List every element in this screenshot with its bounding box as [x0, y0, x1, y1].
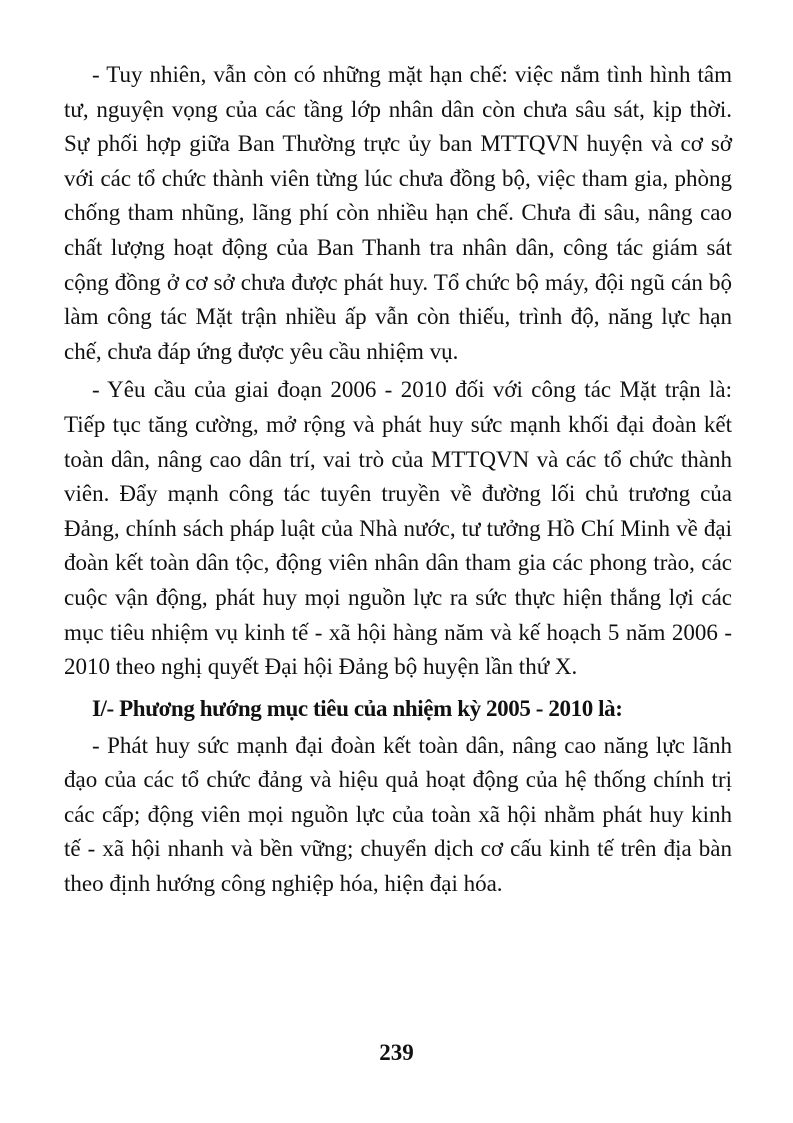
paragraph-limitations: - Tuy nhiên, vẫn còn có những mặt hạn chế: việc nắm tình hình tâm tư, nguyện vọng của các tầng lớp nhân dân còn chưa sâu sát, kịp thời. Sự phối hợp giữa Ban Thường trực ủy ban MTTQVN huyện và cơ sở với các tổ chức thành viên từng lúc chưa đồng bộ, việc tham gia, phòng chống tham nhũng, lãng phí còn nhiều hạn chế. Chưa đi sâu, nâng cao chất lượng hoạt động của Ban Thanh tra nhân dân, công tác giám sát cộng đồng ở cơ sở chưa được phát huy. Tổ chức bộ máy, đội ngũ cán bộ làm công tác Mặt trận nhiều ấp vẫn còn thiếu, trình độ, năng lực hạn chế, chưa đáp ứng được yêu cầu nhiệm vụ. — [64, 62, 732, 364]
paragraph-objectives: - Phát huy sức mạnh đại đoàn kết toàn dân, nâng cao năng lực lãnh đạo của các tổ chức đảng và hiệu quả hoạt động của hệ thống chính trị các cấp; động viên mọi nguồn lực của toàn xã hội nhằm phát huy kinh tế - xã hội nhanh và bền vững; chuyển dịch cơ cấu kinh tế trên địa bàn theo định hướng công nghiệp hóa, hiện đại hóa. — [64, 732, 732, 897]
page-number: 239 — [379, 1040, 414, 1065]
paragraph-requirements: - Yêu cầu của giai đoạn 2006 - 2010 đối với công tác Mặt trận là: Tiếp tục tăng cường, mở rộng và phát huy sức mạnh khối đại đoàn kết toàn dân, nâng cao dân trí, vai trò của MTTQVN và các tổ chức thành viên. Đẩy mạnh công tác tuyên truyền về đường lối chủ trương của Đảng, chính sách pháp luật của Nhà nước, tư tưởng Hồ Chí Minh về đại đoàn kết toàn dân tộc, động viên nhân dân tham gia các phong trào, các cuộc vận động, phát huy mọi nguồn lực ra sức thực hiện thắng lợi các mục tiêu nhiệm vụ kinh tế - xã hội hàng năm và kế hoạch 5 năm 2006 - 2010 theo nghị quyết Đại hội Đảng bộ huyện lần thứ X. — [64, 377, 732, 680]
page-body — [64, 58, 732, 902]
section-heading: I/- Phương hướng mục tiêu của nhiệm kỳ 2005 - 2010 là: — [92, 695, 623, 721]
